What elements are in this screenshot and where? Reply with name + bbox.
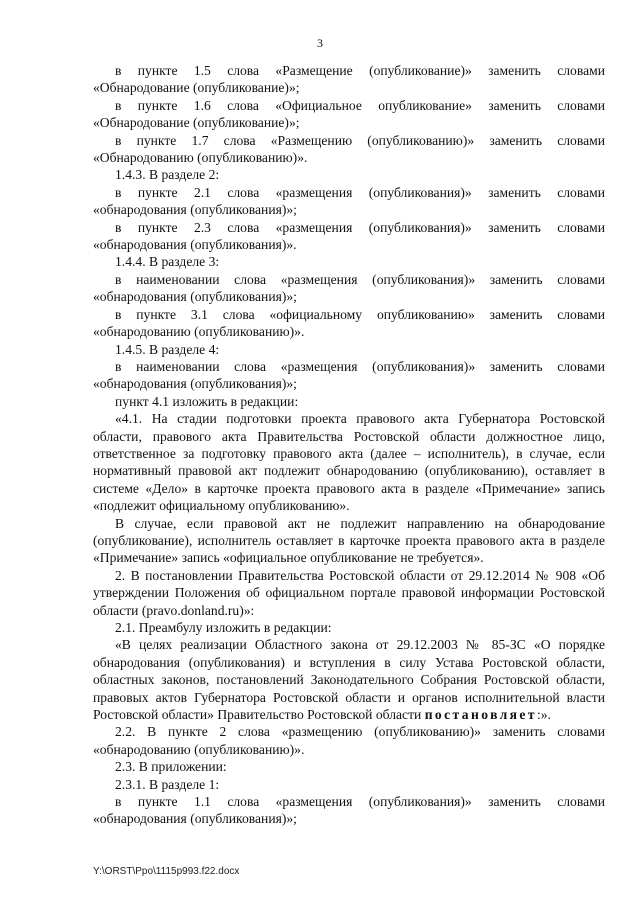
paragraph: в наименовании слова «размещения (опубликования)» заменить словами «обнародования (опубликования)»; bbox=[93, 271, 605, 305]
paragraph: в пункте 1.5 слова «Размещение (опубликование)» заменить словами «Обнародование (опубликование)»; bbox=[93, 63, 605, 96]
paragraph: 2.1. Преамбулу изложить в редакции: bbox=[115, 620, 332, 635]
paragraph: в пункте 2.1 слова «размещения (опубликования)» заменить словами «обнародования (опубликования)»; bbox=[93, 184, 605, 218]
paragraph: в пункте 3.1 слова «официальному опубликованию» заменить словами «обнародованию (опубликованию)». bbox=[93, 306, 605, 340]
paragraph: в наименовании слова «размещения (опубликования)» заменить словами «обнародования (опубликования)»; bbox=[93, 358, 605, 392]
paragraph: в пункте 1.6 слова «Официальное опубликование» заменить словами «Обнародование (опубликование)»; bbox=[93, 97, 605, 131]
paragraph: В случае, если правовой акт не подлежит направлению на обнародование (опубликование), исполнитель оставляет в карточке проекта правового акта в разделе «Примечание» запись «официальное опубликование не требуется». bbox=[93, 515, 605, 566]
paragraph: в пункте 2.3 слова «размещения (опубликования)» заменить словами «обнародования (опубликования)». bbox=[93, 219, 605, 253]
paragraph: в пункте 1.7 слова «Размещению (опубликованию)» заменить словами «Обнародованию (опубликованию)». bbox=[93, 132, 605, 166]
preamble-paragraph bbox=[93, 636, 605, 723]
paragraph: 2. В постановлении Правительства Ростовской области от 29.12.2014 № 908 «Об утверждении Положения об официальном портале правовой информации Ростовской области (pravo.donland.ru)»: bbox=[93, 567, 605, 618]
emphasis-word: постановляет bbox=[424, 707, 537, 723]
paragraph: 2.2. В пункте 2 слова «размещению (опубликованию)» заменить словами «обнародованию (опубликованию)». bbox=[93, 724, 605, 757]
section-heading: 2.3.1. В разделе 1: bbox=[115, 776, 220, 792]
preamble-tail: :». bbox=[536, 707, 551, 723]
preamble-text: «В целях реализации Областного закона от 29.12.2003 № 85-ЗС «О порядке обнародования (опубликования) и вступления в силу Устава Ростовской области, областных законов, постановлений Законодательного Собрания Ростовской области, правовых актов Губернатора Ростовской области и органов исполнительной власти Ростовской области» Правительство Ростовской области bbox=[93, 637, 605, 723]
footer-file-path: Y:\ORST\Ppo\1115p993.f22.docx bbox=[93, 866, 240, 877]
paragraph: в пункте 1.1 слова «размещения (опубликования)» заменить словами «обнародования (опубликования)»; bbox=[93, 794, 605, 827]
paragraph: пункт 4.1 изложить в редакции: bbox=[115, 393, 299, 409]
section-heading: 1.4.3. В разделе 2: bbox=[115, 167, 220, 183]
page-number: 3 bbox=[317, 36, 323, 50]
section-heading: 1.4.5. В разделе 4: bbox=[115, 341, 220, 357]
document-body bbox=[93, 62, 605, 828]
section-heading: 1.4.4. В разделе 3: bbox=[115, 254, 220, 270]
section-heading: 2.3. В приложении: bbox=[115, 759, 227, 775]
quoted-paragraph: «4.1. На стадии подготовки проекта правового акта Губернатора Ростовской области, правового акта Правительства Ростовской области должностное лицо, ответственное за подготовку правового акта (далее – исполнитель), в случае, если нормативный правовой акт подлежит обнародованию (опубликованию), оставляет в системе «Дело» в карточке проекта правового акта в разделе «Примечание» запись «подлежит официальному опубликованию». bbox=[93, 411, 605, 514]
